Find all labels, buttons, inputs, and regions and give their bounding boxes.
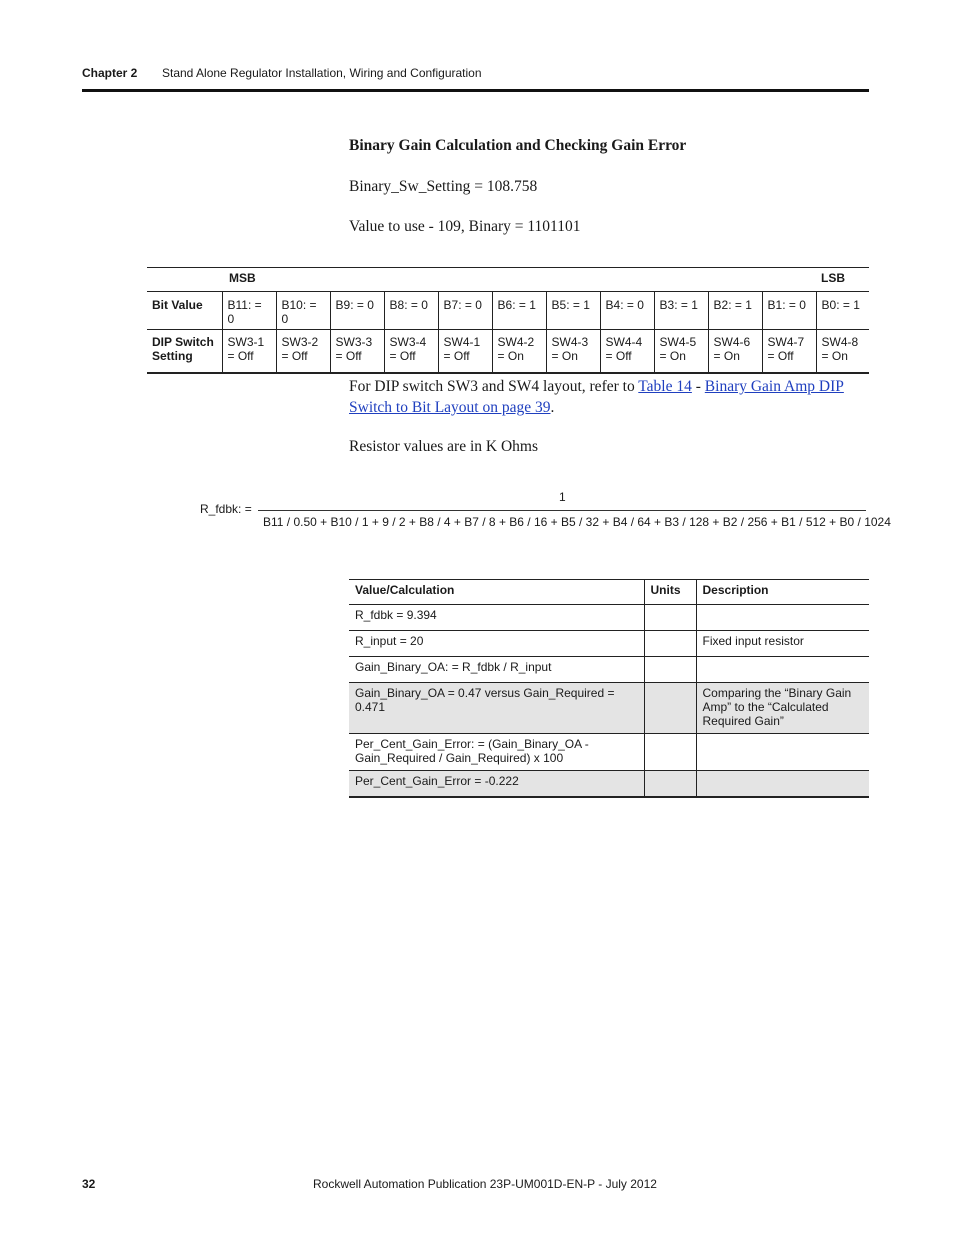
dip-switch-cell: SW4-6 = On — [708, 330, 762, 374]
bit-value-cell: B9: = 0 — [330, 292, 384, 330]
dip-switch-row — [147, 330, 869, 374]
table-row: Gain_Binary_OA = 0.47 versus Gain_Required = 0.471 Comparing the “Binary Gain Amp” to the “Calculated Required Gain” — [349, 683, 869, 734]
table-row: Per_Cent_Gain_Error: = (Gain_Binary_OA - Gain_Required / Gain_Required) x 100 — [349, 734, 869, 771]
binary-gain-amp-link-cont[interactable]: Switch to Bit Layout on page 39 — [349, 399, 551, 416]
value-line: Value to use - 109, Binary = 1101101 — [349, 218, 581, 235]
dip-switch-cell: SW4-8 = On — [816, 330, 869, 374]
calculation-table — [349, 579, 869, 798]
binary-gain-amp-link[interactable]: Binary Gain Amp DIP — [704, 378, 844, 395]
bit-value-cell: B7: = 0 — [438, 292, 492, 330]
section-heading: Binary Gain Calculation and Checking Gain Error — [349, 137, 687, 154]
formula-label: R_fdbk: = — [200, 502, 252, 516]
dip-switch-cell: SW4-7 = Off — [762, 330, 816, 374]
header-rule — [82, 89, 869, 92]
publication-footer: Rockwell Automation Publication 23P-UM001D-EN-P - July 2012 — [313, 1177, 657, 1191]
bit-value-cell: B4: = 0 — [600, 292, 654, 330]
formula-numerator: 1 — [559, 490, 566, 504]
dip-switch-cell: SW3-1 = Off — [222, 330, 276, 374]
chapter-label: Chapter 2 — [82, 66, 138, 80]
lsb-label: LSB — [816, 268, 869, 292]
table-14-link[interactable]: Table 14 — [638, 378, 692, 395]
dip-switch-cell: SW3-2 = Off — [276, 330, 330, 374]
table-row: R_fdbk = 9.394 — [349, 605, 869, 631]
dip-switch-cell: SW4-5 = On — [654, 330, 708, 374]
dip-switch-cell: SW4-2 = On — [492, 330, 546, 374]
col-header-value: Value/Calculation — [349, 580, 644, 605]
bit-value-cell: B3: = 1 — [654, 292, 708, 330]
bit-value-cell: B10: = 0 — [276, 292, 330, 330]
msb-lsb-row — [147, 268, 869, 292]
dip-switch-label: DIP Switch Setting — [147, 330, 222, 374]
page-number: 32 — [82, 1177, 96, 1191]
running-header — [82, 66, 482, 80]
bit-value-cell: B8: = 0 — [384, 292, 438, 330]
reference-paragraph: For DIP switch SW3 and SW4 layout, refer to Table 14 - Binary Gain Amp DIP Switch to Bit Layout on page 39. — [349, 378, 844, 416]
bit-value-row — [147, 292, 869, 330]
setting-line: Binary_Sw_Setting = 108.758 — [349, 178, 538, 195]
dip-switch-cell: SW4-3 = On — [546, 330, 600, 374]
bit-value-label: Bit Value — [147, 292, 222, 330]
bit-value-cell: B11: = 0 — [222, 292, 276, 330]
bit-value-cell: B2: = 1 — [708, 292, 762, 330]
formula-denominator: B11 / 0.50 + B10 / 1 + 9 / 2 + B8 / 4 + B7 / 8 + B6 / 16 + B5 / 32 + B4 / 64 + B3 / 128 + B2 / 256 + B1 / 512 + B0 / 1024 — [263, 515, 891, 529]
dip-switch-cell: SW3-4 = Off — [384, 330, 438, 374]
col-header-units: Units — [644, 580, 696, 605]
col-header-description: Description — [696, 580, 869, 605]
resistor-note: Resistor values are in K Ohms — [349, 438, 538, 455]
table-row: Gain_Binary_OA: = R_fdbk / R_input — [349, 657, 869, 683]
dip-switch-cell: SW4-4 = Off — [600, 330, 654, 374]
bit-value-cell: B1: = 0 — [762, 292, 816, 330]
bit-value-cell: B0: = 1 — [816, 292, 869, 330]
bit-value-cell: B5: = 1 — [546, 292, 600, 330]
table-row: Per_Cent_Gain_Error = -0.222 — [349, 771, 869, 798]
dip-switch-cell: SW3-3 = Off — [330, 330, 384, 374]
chapter-title: Stand Alone Regulator Installation, Wiring and Configuration — [162, 66, 482, 80]
bit-value-cell: B6: = 1 — [492, 292, 546, 330]
dip-switch-cell: SW4-1 = Off — [438, 330, 492, 374]
fraction-bar — [258, 510, 866, 511]
bit-layout-table — [147, 267, 869, 374]
msb-label: MSB — [222, 268, 330, 292]
table-row: R_input = 20 Fixed input resistor — [349, 631, 869, 657]
calc-header-row — [349, 580, 869, 605]
